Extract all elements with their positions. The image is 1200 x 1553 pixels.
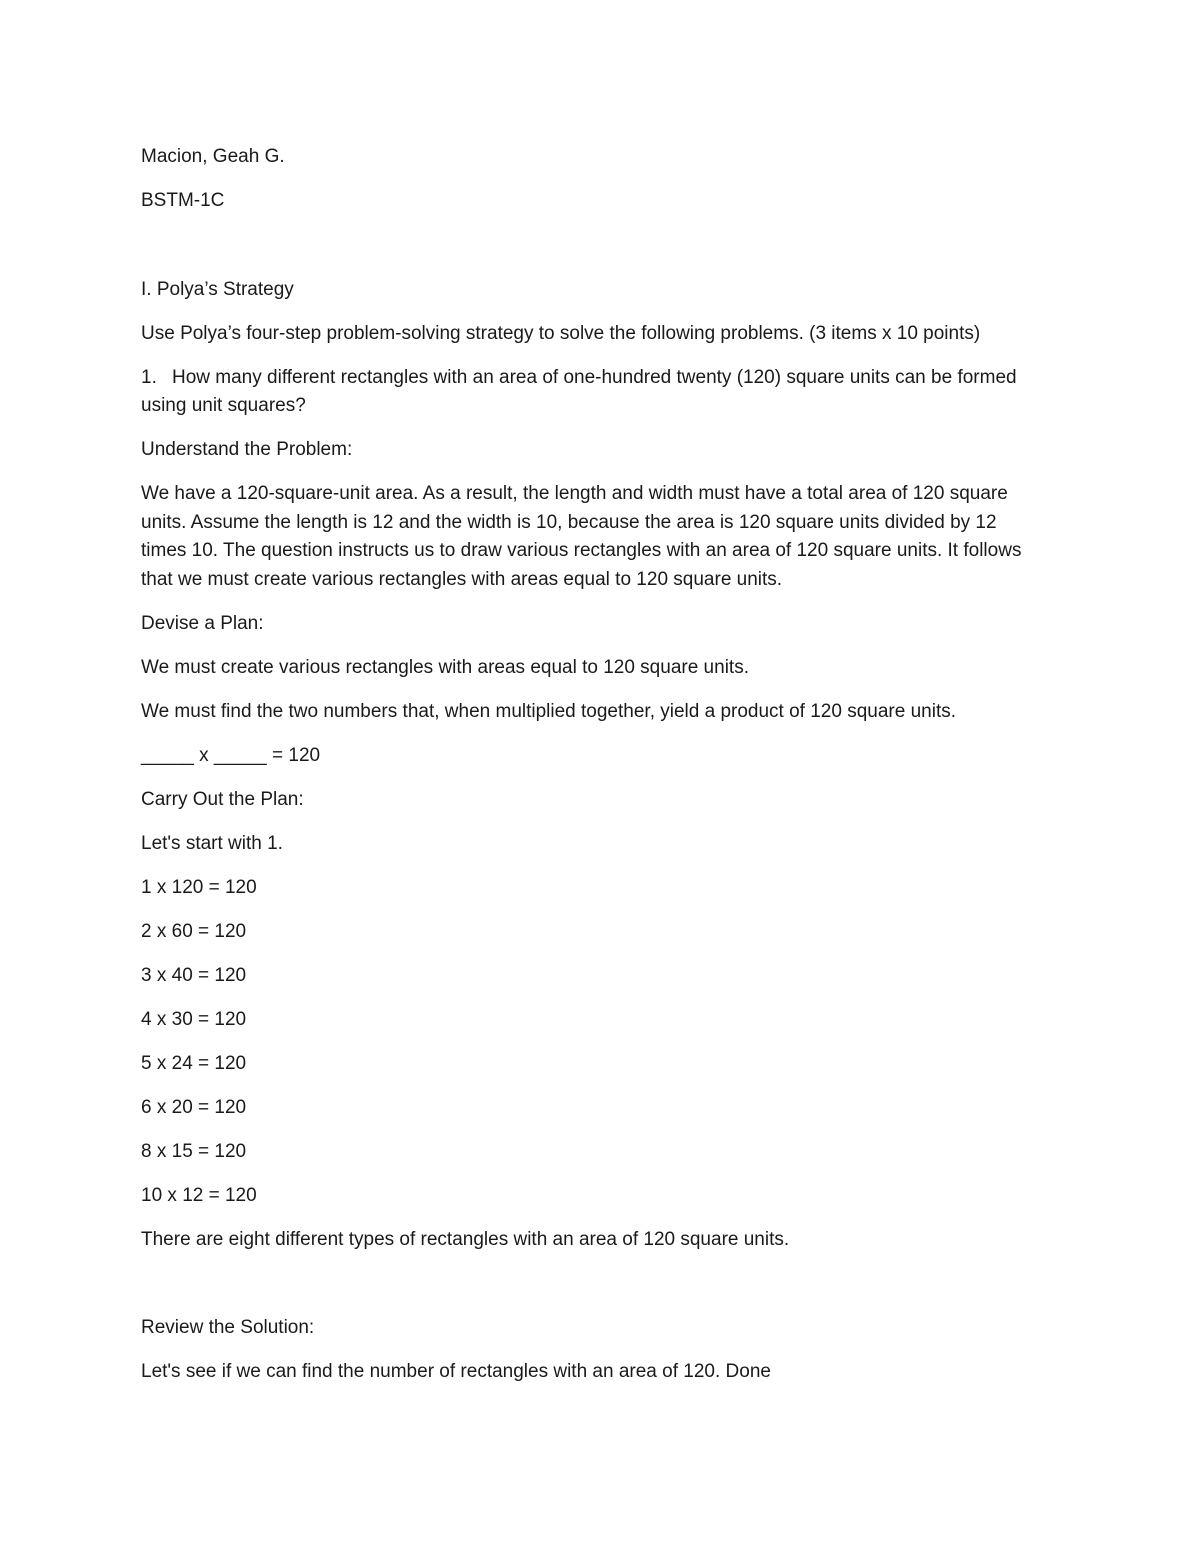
equation-item: 6 x 20 = 120 [141,1096,247,1118]
student-name: Macion, Geah G. [141,146,285,167]
plan-line-1: We must create various rectangles with areas equal to 120 square units. [141,656,749,678]
document-body [141,143,1066,1387]
carry-out-heading: Carry Out the Plan: [141,788,304,810]
student-section: BSTM-1C [141,190,225,211]
equation-item: 2 x 60 = 120 [141,920,247,942]
equation-item: 4 x 30 = 120 [141,1008,247,1030]
carry-out-conclusion: There are eight different types of rectangles with an area of 120 square units. [141,1228,790,1250]
equation-item: 1 x 120 = 120 [141,876,257,898]
equation-item: 5 x 24 = 120 [141,1052,247,1074]
understand-line: units. Assume the length is 12 and the width is 10, because the area is 120 square units divided by 12 [141,511,997,533]
review-text: Let's see if we can find the number of rectangles with an area of 120. Done [141,1361,771,1382]
carry-out-intro: Let's start with 1. [141,832,283,854]
part-title: I. Polya’s Strategy [141,278,294,300]
problem-number: 1. [141,366,157,388]
problem-question [141,364,1066,421]
plan-heading: Devise a Plan: [141,612,264,634]
equation-item: 3 x 40 = 120 [141,964,247,986]
equation-item: 10 x 12 = 120 [141,1184,257,1206]
understand-heading: Understand the Problem: [141,439,353,460]
understand-line: We have a 120-square-unit area. As a result, the length and width must have a total area of 120 square [141,483,1008,504]
understand-line: times 10. The question instructs us to draw various rectangles with an area of 120 square units. It follows [141,540,1022,561]
blank-equation: _____ x _____ = 120 [141,744,321,766]
understand-line: that we must create various rectangles with areas equal to 120 square units. [141,568,783,590]
understand-paragraph [141,480,1066,594]
plan-line-2: We must find the two numbers that, when multiplied together, yield a product of 120 square units. [141,700,956,722]
instructions: Use Polya’s four-step problem-solving strategy to solve the following problems. (3 items x 10 points) [141,322,981,344]
review-heading: Review the Solution: [141,1317,315,1338]
problem-question-line-2: using unit squares? [141,395,306,416]
equation-item: 8 x 15 = 120 [141,1140,247,1162]
equation-list [141,874,1066,1211]
problem-question-line-1: How many different rectangles with an area of one-hundred twenty (120) square units can be formed [172,366,1017,388]
